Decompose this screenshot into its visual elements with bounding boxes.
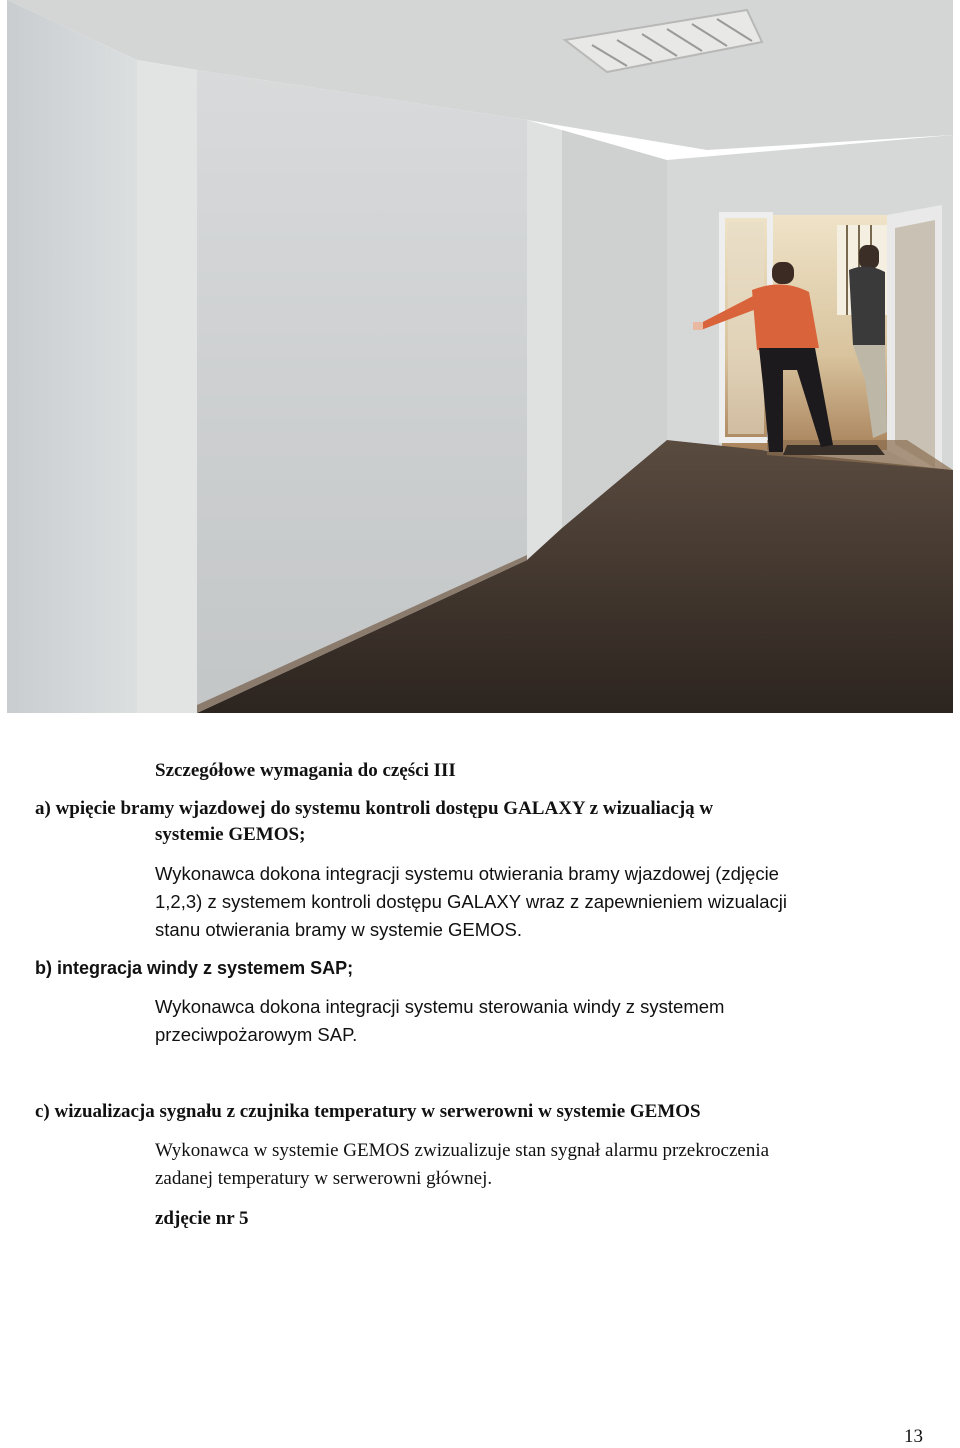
corridor-photo	[7, 0, 953, 713]
page-number: 13	[904, 1426, 923, 1447]
item-b-body-line1: Wykonawca dokona integracji systemu sterowania windy z systemem	[155, 996, 725, 1017]
item-a-body-line3: stanu otwierania bramy w systemie GEMOS.	[155, 919, 523, 940]
item-b-body-line2: przeciwpożarowym SAP.	[155, 1024, 358, 1045]
item-c-body-line2: zadanej temperatury w serwerowni głównej.	[155, 1168, 493, 1189]
item-c-body-line1: Wykonawca w systemie GEMOS zwizualizuje stan sygnał alarmu przekroczenia	[155, 1140, 770, 1161]
item-a-heading-line1: a) wpięcie bramy wjazdowej do systemu kontroli dostępu GALAXY z wizualiacją w	[35, 798, 714, 819]
item-a-heading-line2: systemie GEMOS;	[155, 824, 306, 845]
item-a-body-line1: Wykonawca dokona integracji systemu otwierania bramy wjazdowej (zdjęcie	[155, 863, 779, 884]
item-b-heading: b) integracja windy z systemem SAP;	[35, 958, 354, 978]
item-a-body-line2: 1,2,3) z systemem kontroli dostępu GALAXY wraz z zapewnieniem wizualacji	[155, 891, 788, 912]
section-title: Szczegółowe wymagania do części III	[155, 760, 456, 781]
photo-caption: zdjęcie nr 5	[155, 1208, 249, 1229]
item-c-heading: c) wizualizacja sygnału z czujnika temperatury w serwerowni w systemie GEMOS	[35, 1101, 701, 1122]
